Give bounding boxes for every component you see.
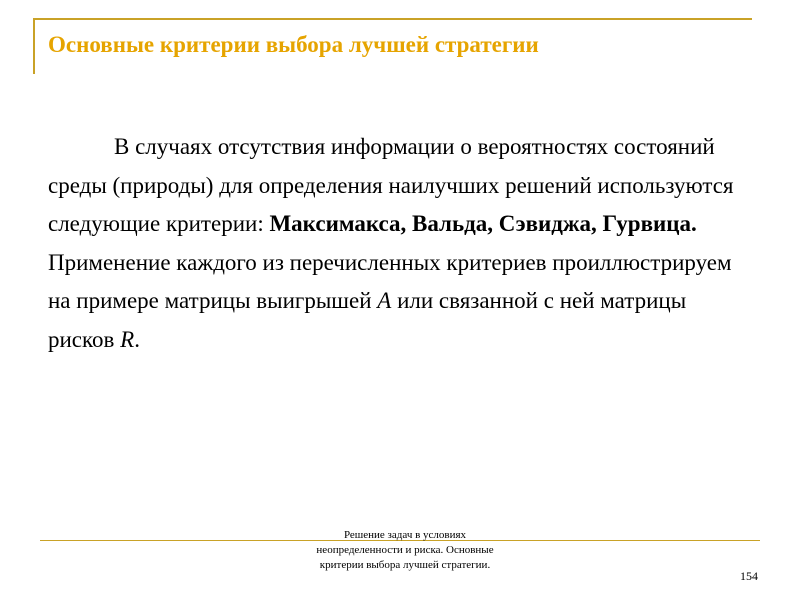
slide-body-text: [48, 128, 738, 359]
footer-caption-line-3: критерии выбора лучшей стратегии.: [319, 559, 491, 571]
footer-caption: [250, 528, 560, 573]
page-number: 154: [740, 569, 758, 583]
title-frame-left-border: [33, 18, 35, 74]
title-frame-top-border: [34, 18, 752, 20]
criteria-list: Максимакса, Вальда, Сэвиджа, Гурвица.: [269, 211, 697, 236]
matrix-r-symbol: R: [120, 326, 135, 352]
slide-title: Основные критерии выбора лучшей стратегии: [48, 32, 539, 57]
footer-caption-line-1: Решение задач в условиях: [343, 529, 467, 541]
body-continuation: Применение каждого из перечисленных критериев проиллюстрируем на примере матрицы выигрышей: [48, 249, 732, 313]
body-between: или связанной с ней матрицы рисков: [48, 288, 687, 352]
body-intro: В случаях отсутствия информации о вероятностях состояний среды (природы) для определения наилучших решений используются следующие критерии:: [48, 134, 734, 236]
footer-caption-line-2: неопределенности и риска. Основные: [316, 544, 494, 556]
matrix-a-symbol: A: [377, 288, 392, 313]
body-end: .: [134, 326, 140, 352]
